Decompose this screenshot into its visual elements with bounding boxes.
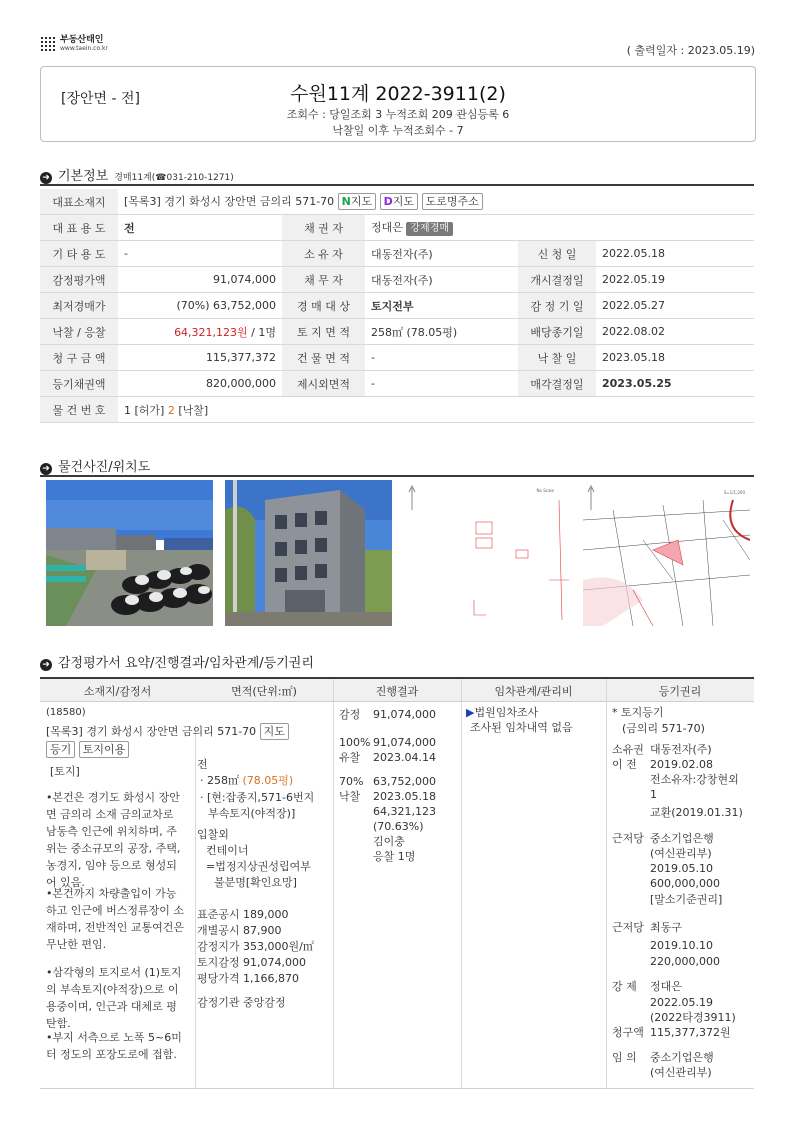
round2-result: 낙찰 (339, 790, 361, 803)
winning-price: 64,321,123 (373, 805, 436, 818)
reg-bond-label: 등기채권액 (40, 371, 118, 397)
voluntary-auction-creditor: 중소기업은행 (650, 1051, 714, 1064)
forced-auction-case: (2022타경3911) (650, 1011, 736, 1024)
daum-map-button[interactable] (380, 193, 418, 210)
bidder-count: / 1명 (247, 325, 276, 339)
item-no-1[interactable]: 1 (124, 403, 131, 417)
claim-amount: 115,377,372원 (650, 1026, 731, 1039)
registry-parcel: (금의리 571-70) (622, 722, 705, 735)
creditor: 정대은 (371, 221, 403, 234)
land-area-label: 토 지 면 적 (282, 319, 365, 345)
logo-text: 부동산태인 (60, 35, 104, 45)
winning-price: 64,321,123원 (174, 325, 248, 339)
table-row (40, 319, 754, 345)
round1-price: 91,074,000 (373, 736, 436, 749)
mortgage1-branch: (여신관리부) (650, 847, 712, 860)
land-size-line: · 258㎡ (78.05평) (200, 774, 294, 787)
case-title-box (40, 66, 756, 142)
taein-logo[interactable] (40, 36, 108, 52)
road-address-button[interactable]: 도로명주소 (422, 193, 483, 210)
table-row (40, 293, 754, 319)
forced-auction-creditor: 정대은 (650, 980, 682, 993)
registry-title: * 토지등기 (612, 706, 664, 719)
start-date-label: 개시결정일 (518, 267, 596, 293)
basic-info-title: 기본정보 (58, 169, 109, 184)
print-date: ( 출력일자 : 2023.05.19) (626, 44, 755, 57)
rep-addr-cell (118, 189, 754, 215)
appraisal-note-2: •본건까지 차량출입이 가능하고 인근에 버스정류장이 소재하며, 전반적인 교통여건은 무난한 편임. (46, 887, 185, 951)
mortgage2-holder: 최동구 (650, 921, 682, 934)
location-address: [목록3] 경기 화성시 장안면 금의리 571-70 (46, 725, 257, 738)
previous-owner-1: 전소유자:강창현외 (650, 773, 739, 786)
photos-heading (40, 456, 150, 475)
excluded-area-label: 제시외면적 (282, 371, 365, 397)
item-no-2[interactable]: 2 (167, 403, 175, 417)
round1-result: 유찰 (339, 751, 361, 764)
section-divider (40, 475, 754, 477)
building-area-label: 건 물 면 적 (282, 345, 365, 371)
current-use-2: 부속토지(야적장)] (208, 807, 296, 820)
previous-owner-2: 1 (650, 788, 657, 801)
round2-date: 2023.05.18 (373, 790, 436, 803)
standard-price: 표준공시 189,000 (197, 908, 289, 921)
court-contact: 경매11계(☎031-210-1271) (114, 173, 234, 183)
excluded-area: - (365, 371, 518, 397)
ownership-holder: 대동전자(주) (650, 743, 712, 756)
mortgage2-amount: 220,000,000 (650, 955, 720, 968)
appraisal-note-4: •부지 서측으로 노폭 5~6미터 정도의 포장도로에 접함. (46, 1031, 182, 1061)
section-divider (40, 184, 754, 186)
map-button[interactable]: 지도 (260, 723, 289, 740)
naver-icon: N (341, 195, 351, 208)
basic-info-table (40, 189, 754, 423)
container-note-1: =법정지상권성립여부 (206, 860, 311, 873)
case-title: 수원11계 2022-3911(2) (290, 83, 506, 105)
voluntary-auction-branch: (여신관리부) (650, 1066, 712, 1079)
transfer-label: 이 전 (612, 758, 637, 771)
appraisal-unit-price: 감정지가 353,000원/㎡ (197, 940, 314, 953)
daum-icon: D (383, 195, 393, 208)
mortgage1-date: 2019.05.10 (650, 862, 713, 875)
land-type: 전 (197, 758, 208, 771)
reg-bond: 820,000,000 (118, 371, 282, 397)
lease-survey-content: 조사된 임차내역 없음 (470, 721, 573, 734)
other-use-label: 기 타 용 도 (40, 241, 118, 267)
registry-button[interactable]: 등기 (46, 741, 75, 758)
photos-title: 물건사진/위치도 (58, 460, 151, 475)
excluded-label: 입찰외 (197, 828, 229, 841)
logo-dots-icon (40, 36, 56, 52)
section-bullet-icon: ➜ (40, 659, 52, 671)
pyeong-price: 평당가격 1,166,870 (197, 972, 299, 985)
appraisal-date-label: 감 정 기 일 (518, 293, 596, 319)
logo-url: www.taein.co.kr (60, 45, 108, 52)
appraisal-label: 감정평가액 (40, 267, 118, 293)
item-no-1-status: [허가] (134, 403, 165, 417)
current-use-1: [현:잡종지,571-6번지 (207, 791, 315, 804)
winner-name: 김이충 (373, 835, 405, 848)
other-use: - (118, 241, 282, 267)
exchange-date: 교환(2019.01.31) (650, 806, 743, 819)
section-bullet-icon: ➜ (40, 172, 52, 184)
transfer-date: 2019.02.08 (650, 758, 713, 771)
claim-label: 청구액 (612, 1026, 644, 1039)
col-header-progress: 진행결과 (375, 685, 419, 698)
col-header-location: 소재지/감정서 (83, 685, 152, 698)
summary-table (40, 677, 754, 1089)
voluntary-auction-label: 임 의 (612, 1051, 637, 1064)
round2-rate: 70% (339, 775, 364, 788)
auction-date: 2023.05.18 (596, 345, 754, 371)
summary-table-header (40, 679, 754, 702)
building-area: - (365, 345, 518, 371)
appraisal-date: 2022.05.27 (596, 293, 754, 319)
individual-price: 개별공시 87,900 (197, 924, 282, 937)
table-row (40, 345, 754, 371)
owner-label: 소 유 자 (282, 241, 365, 267)
creditor-label: 채 권 자 (282, 215, 365, 241)
auction-date-label: 낙 찰 일 (518, 345, 596, 371)
table-row (40, 397, 754, 423)
note-text: 본건은 경기도 화성시 장안면 금의리 소재 금의교차로 남동측 인근에 위치하며, 주위는 중소규모의 공장, 주택, 농경지, 임야 등으로 형성되어 있음. (46, 791, 181, 889)
land-size-pyeong: (78.05평) (242, 774, 294, 787)
winning-ratio: (70.63%) (373, 820, 424, 833)
item-no-cell (118, 397, 754, 423)
debtor: 대동전자(주) (365, 267, 518, 293)
land-appraisal: 토지감정 91,074,000 (197, 956, 306, 969)
auction-type-badge: 강제경매 (406, 222, 453, 236)
container-label: 컨테이너 (206, 844, 249, 857)
property-photo-yard[interactable] (46, 480, 213, 626)
basic-info-heading (40, 165, 234, 184)
creditor-cell (365, 215, 754, 241)
mortgage1-holder: 중소기업은행 (650, 832, 714, 845)
ownership-label: 소유권 (612, 743, 644, 756)
table-row (40, 267, 754, 293)
table-row (40, 241, 754, 267)
map-scale-label: S=1/1,200 (723, 490, 745, 495)
dividend-date: 2022.08.02 (596, 319, 754, 345)
view-counts-after: 낙찰일 이후 누적조회수 - 7 (332, 124, 464, 137)
debtor-label: 채 무 자 (282, 267, 365, 293)
start-date: 2022.05.19 (596, 267, 754, 293)
rep-addr-label: 대표소재지 (40, 189, 118, 215)
claim-label: 청 구 금 액 (40, 345, 118, 371)
table-row (40, 215, 754, 241)
section-bullet-icon: ➜ (40, 463, 52, 475)
location-address-line (46, 723, 289, 740)
daum-map-label: 지도 (392, 195, 415, 208)
apply-date-label: 신 청 일 (518, 241, 596, 267)
naver-map-button[interactable] (338, 193, 376, 210)
current-use-line-1: · [현:잡종지,571-6번지 (200, 791, 315, 804)
appraisal-value: 91,074,000 (118, 267, 282, 293)
table-row (40, 189, 754, 215)
note-text: 삼각형의 토지로서 (1)토지의 부속토지(야적장)으로 이용중이며, 인근과 대체로 평탄함. (46, 966, 182, 1030)
mortgage2-date: 2019.10.10 (650, 939, 713, 952)
rep-addr: [목록3] 경기 화성시 장안면 금의리 571-70 (124, 195, 335, 208)
mortgage1-label: 근저당 (612, 832, 644, 845)
item-no-label: 물 건 번 호 (40, 397, 118, 423)
target-label: 경 매 대 상 (282, 293, 365, 319)
triangle-right-icon: ▶ (466, 706, 475, 719)
location-buttons (46, 741, 129, 758)
naver-map-label: 지도 (350, 195, 373, 208)
round1-rate: 100% (339, 736, 371, 749)
col-header-area: 면적(단위:㎡) (231, 685, 297, 698)
summary-heading (40, 652, 314, 671)
mortgage1-amount: 600,000,000 (650, 877, 720, 890)
progress-appraisal-value: 91,074,000 (373, 708, 436, 721)
round2-price: 63,752,000 (373, 775, 436, 788)
col-header-lease: 임차관계/관리비 (494, 685, 573, 698)
forced-auction-date: 2022.05.19 (650, 996, 713, 1009)
main-use-label: 대 표 용 도 (40, 215, 118, 241)
auction-target: 토지전부 (365, 293, 518, 319)
min-price-label: 최저경매가 (40, 293, 118, 319)
min-price: (70%) 63,752,000 (118, 293, 282, 319)
sale-decision-label: 매각결정일 (518, 371, 596, 397)
land-section-label: [토지] (50, 765, 80, 778)
location-map-cadastral[interactable] (583, 480, 750, 626)
winning-label: 낙찰 / 응찰 (40, 319, 118, 345)
item-no-2-status: [낙찰] (178, 403, 209, 417)
region-label: [장안면 - 전] (61, 91, 140, 107)
lease-survey-title-line (466, 705, 538, 721)
appraisal-agency: 감정기관 중앙감정 (197, 996, 286, 1009)
bidder-count: 응찰 1명 (373, 850, 416, 863)
location-map-no-scale[interactable] (404, 480, 571, 626)
cancellation-basis-badge: [말소기준권리] (650, 893, 723, 906)
forced-auction-label: 강 제 (612, 980, 637, 993)
note-text: 부지 서측으로 노폭 5~6미터 정도의 포장도로에 접함. (46, 1031, 182, 1061)
table-row (40, 371, 754, 397)
claim-amount: 115,377,372 (118, 345, 282, 371)
lease-survey-title: 법원임차조사 (474, 706, 539, 719)
property-photo-building[interactable] (225, 480, 392, 626)
sale-decision-date: 2023.05.25 (596, 371, 754, 397)
summary-title: 감정평가서 요약/진행결과/임차관계/등기권리 (58, 656, 314, 671)
col-header-registry: 등기권리 (658, 685, 702, 698)
container-note-2: 불분명[확인요망] (214, 876, 297, 889)
view-counts: 조회수 : 당일조회 3 누적조회 209 관심등록 6 (286, 108, 510, 121)
note-text: 본건까지 차량출입이 가능하고 인근에 버스정류장이 소재하며, 전반적인 교통여건은 무난한 편임. (46, 887, 185, 951)
land-area: 258㎡ (78.05평) (365, 319, 518, 345)
map-scale-label: No Scale (536, 488, 554, 493)
appraisal-note-3: •삼각형의 토지로서 (1)토지의 부속토지(야적장)으로 이용중이며, 인근과 대체로 평탄함. (46, 966, 182, 1030)
appraisal-note-1: •본건은 경기도 화성시 장안면 금의리 소재 금의교차로 남동측 인근에 위치하며, 주위는 중소규모의 공장, 주택, 농경지, 임야 등으로 형성되어 있음. (46, 791, 181, 889)
main-use: 전 (118, 215, 282, 241)
mortgage2-label: 근저당 (612, 921, 644, 934)
progress-appraisal-label: 감정 (339, 708, 361, 721)
winning-cell (118, 319, 282, 345)
zipcode: (18580) (46, 707, 86, 718)
owner: 대동전자(주) (365, 241, 518, 267)
round1-date: 2023.04.14 (373, 751, 436, 764)
dividend-date-label: 배당종기일 (518, 319, 596, 345)
apply-date: 2022.05.18 (596, 241, 754, 267)
land-size: 258㎡ (207, 774, 239, 787)
land-use-button[interactable]: 토지이용 (79, 741, 130, 758)
